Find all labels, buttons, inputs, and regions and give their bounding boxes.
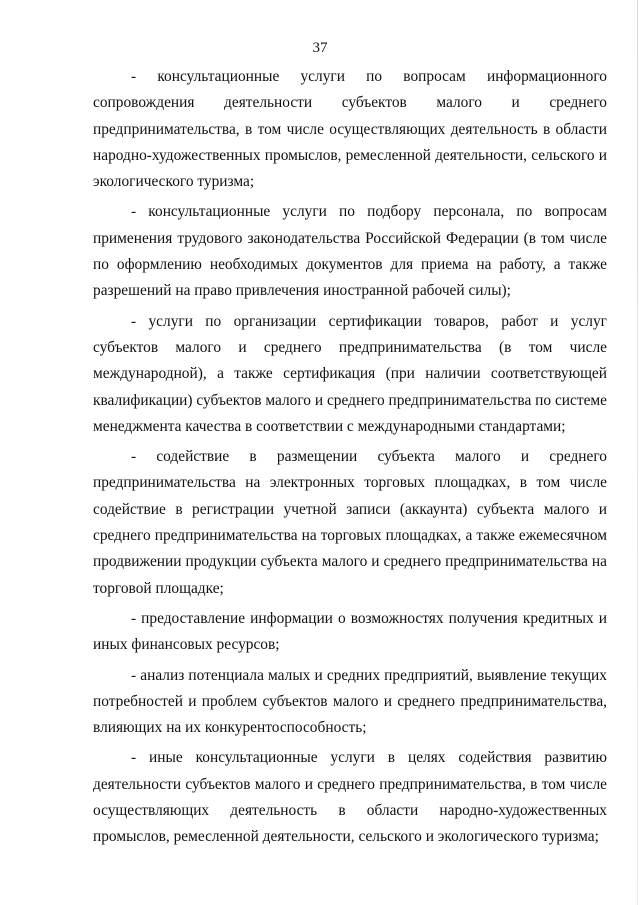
list-item-information-support: - консультационные услуги по вопросам информационного сопровождения деятельности субъектов малого и среднего предпринимательства, в том числе осуществляющих деятельность в области народно-художественных промыслов, ремесленной деятельности, сельского и экологического туризма; (93, 68, 607, 191)
list-item-other-consulting: - иные консультационные услуги в целях содействия развитию деятельности субъектов малого и среднего предпринимательства, в том числе осуществляющих деятельность в области народно-художественных промыслов, ремесленной деятельности, сельского и экологического туризма; (93, 749, 607, 846)
page-number: 37 (312, 40, 328, 56)
list-item-personnel-selection: - консультационные услуги по подбору персонала, по вопросам применения трудового законодательства Российской Федерации (в том числе по оформлению необходимых документов для приема на работу, а также разрешений на право привлечения иностранной рабочей силы); (93, 203, 607, 300)
list-item-certification: - услуги по организации сертификации товаров, работ и услуг субъектов малого и среднего предпринимательства (в том числе международной), а также сертификация (при наличии соответствующей квалификации) субъектов малого и среднего предпринимательства по системе менеджмента качества в соответствии с международными стандартами; (93, 312, 607, 435)
document-body (93, 64, 607, 855)
list-item-electronic-marketplaces: - содействие в размещении субъекта малого и среднего предпринимательства на электронных торговых площадках, в том числе содействие в регистрации учетной записи (аккаунта) субъекта малого и среднего предпринимательства на торговых площадках, а также ежемесячном продвижении продукции субъекта малого и среднего предпринимательства на торговой площадке; (93, 448, 607, 597)
scan-edge-line (637, 0, 638, 905)
list-item-competitiveness-analysis: - анализ потенциала малых и средних предприятий, выявление текущих потребностей и проблем субъектов малого и среднего предпринимательства, влияющих на их конкурентоспособность; (93, 666, 607, 737)
list-item-financial-resources: - предоставление информации о возможностях получения кредитных и иных финансовых ресурсов; (93, 609, 607, 654)
